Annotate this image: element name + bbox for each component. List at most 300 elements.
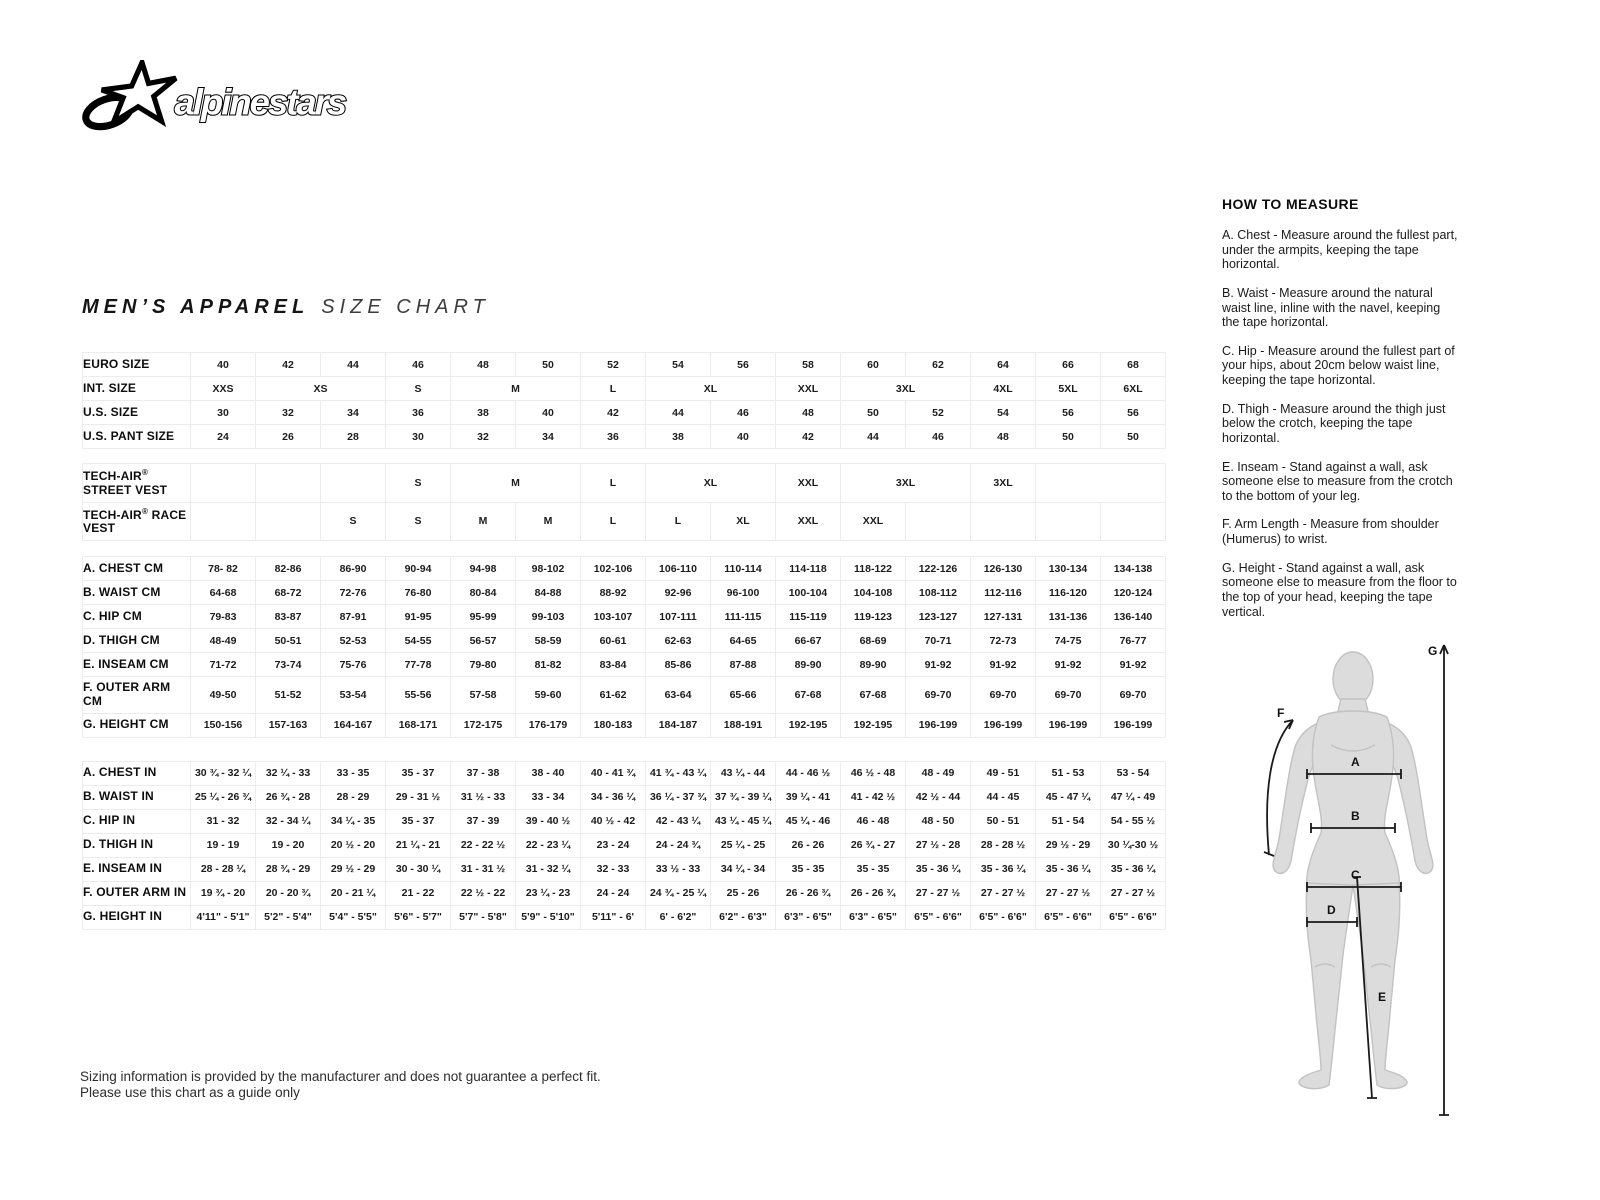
size-cell: 27 - 27 ½: [971, 881, 1036, 905]
size-cell: 49 - 51: [971, 761, 1036, 785]
empty-cell: [321, 464, 386, 503]
row-label: A. CHEST IN: [83, 761, 191, 785]
size-cell: 127-131: [971, 605, 1036, 629]
registered-mark: ®: [141, 468, 149, 477]
row-e-inseam-cm: [83, 653, 1166, 677]
size-cell: 34 ¼ - 34: [711, 857, 776, 881]
size-cell: 90-94: [386, 557, 451, 581]
size-cell: 25 - 26: [711, 881, 776, 905]
size-cell: 66-67: [776, 629, 841, 653]
size-cell: 30: [386, 425, 451, 449]
size-cell: 58-59: [516, 629, 581, 653]
size-cell: 32 - 33: [581, 857, 646, 881]
empty-cell: [906, 502, 971, 541]
size-cell: 52: [906, 401, 971, 425]
size-cell: 26 - 26 ¾: [776, 881, 841, 905]
size-cell: 119-123: [841, 605, 906, 629]
size-cell: 112-116: [971, 581, 1036, 605]
size-cell: 104-108: [841, 581, 906, 605]
measure-instruction: D. Thigh - Measure around the thigh just below the crotch, keeping the tape horizontal.: [1222, 401, 1446, 445]
measure-instruction: G. Height - Stand against a wall, ask someone else to measure from the floor to the top of your head, keeping the tape vertical.: [1222, 560, 1457, 619]
size-cell: 6'3" - 6'5": [841, 905, 906, 929]
how-to-measure-section: [1222, 196, 1458, 633]
size-tables: [82, 352, 1168, 930]
row-label: U.S. PANT SIZE: [83, 425, 191, 449]
size-cell: 28: [321, 425, 386, 449]
row-label: EURO SIZE: [83, 353, 191, 377]
size-cell: 19 - 19: [191, 833, 256, 857]
size-cell: 108-112: [906, 581, 971, 605]
size-cell: 96-100: [711, 581, 776, 605]
size-cell: 54 - 55 ½: [1101, 809, 1166, 833]
size-cell: 74-75: [1036, 629, 1101, 653]
size-cell: XXL: [776, 502, 841, 541]
size-cell: 55-56: [386, 677, 451, 714]
size-cell: 43 ¼ - 44: [711, 761, 776, 785]
size-cell: 64-65: [711, 629, 776, 653]
size-cell: 40: [711, 425, 776, 449]
size-cell: 67-68: [776, 677, 841, 714]
size-cell: 47 ¼ - 49: [1101, 785, 1166, 809]
size-cell: 46: [906, 425, 971, 449]
row-b-waist-in: [83, 785, 1166, 809]
size-cell: 48-49: [191, 629, 256, 653]
size-cell: S: [321, 502, 386, 541]
size-cell: 98-102: [516, 557, 581, 581]
label-inseam: E: [1378, 990, 1387, 1004]
row-label: F. OUTER ARM IN: [83, 881, 191, 905]
size-cell: 26: [256, 425, 321, 449]
size-table-techair: [82, 463, 1166, 541]
measure-instruction: E. Inseam - Stand against a wall, ask someone else to measure from the crotch to the bottom of your leg.: [1222, 459, 1453, 503]
size-cell: 40 - 41 ¾: [581, 761, 646, 785]
size-cell: 38 - 40: [516, 761, 581, 785]
row-a-chest-in: [83, 761, 1166, 785]
size-cell: 134-138: [1101, 557, 1166, 581]
size-cell: 79-80: [451, 653, 516, 677]
alpinestars-logo: [82, 60, 362, 150]
size-cell: 176-179: [516, 713, 581, 737]
size-cell: 27 - 27 ½: [906, 881, 971, 905]
size-cell: 5'4" - 5'5": [321, 905, 386, 929]
size-cell: 106-110: [646, 557, 711, 581]
size-cell: 19 - 20: [256, 833, 321, 857]
size-cell: 3XL: [971, 464, 1036, 503]
size-cell: 157-163: [256, 713, 321, 737]
size-cell: 78- 82: [191, 557, 256, 581]
empty-cell: [1101, 502, 1166, 541]
size-cell: 81-82: [516, 653, 581, 677]
size-cell: 37 - 39: [451, 809, 516, 833]
size-cell: 70-71: [906, 629, 971, 653]
size-cell: 27 - 27 ½: [1101, 881, 1166, 905]
size-cell: L: [581, 377, 646, 401]
size-cell: 42 ½ - 44: [906, 785, 971, 809]
size-cell: 5'11" - 6': [581, 905, 646, 929]
how-to-measure-list: [1222, 228, 1458, 619]
size-cell: 120-124: [1101, 581, 1166, 605]
row-label: G. HEIGHT IN: [83, 905, 191, 929]
size-cell: 122-126: [906, 557, 971, 581]
size-cell: 30: [191, 401, 256, 425]
size-cell: 50-51: [256, 629, 321, 653]
size-cell: 46: [711, 401, 776, 425]
size-cell: 53-54: [321, 677, 386, 714]
row-label: E. INSEAM CM: [83, 653, 191, 677]
size-cell: 68: [1101, 353, 1166, 377]
size-cell: XXL: [841, 502, 906, 541]
size-cell: 30 - 30 ¼: [386, 857, 451, 881]
size-cell: 40: [516, 401, 581, 425]
size-cell: 22 - 22 ½: [451, 833, 516, 857]
row-b-waist-cm: [83, 581, 1166, 605]
size-cell: 52-53: [321, 629, 386, 653]
empty-cell: [191, 502, 256, 541]
size-cell: 36: [581, 425, 646, 449]
size-cell: 69-70: [971, 677, 1036, 714]
size-cell: 5XL: [1036, 377, 1101, 401]
size-cell: 28 ¾ - 29: [256, 857, 321, 881]
size-cell: 46 ½ - 48: [841, 761, 906, 785]
size-cell: 54: [971, 401, 1036, 425]
size-cell: 41 ¾ - 43 ¼: [646, 761, 711, 785]
size-cell: 68-69: [841, 629, 906, 653]
size-cell: 35 - 37: [386, 761, 451, 785]
size-cell: 136-140: [1101, 605, 1166, 629]
size-cell: 180-183: [581, 713, 646, 737]
size-cell: 126-130: [971, 557, 1036, 581]
size-cell: 38: [451, 401, 516, 425]
size-cell: 73-74: [256, 653, 321, 677]
size-cell: 130-134: [1036, 557, 1101, 581]
how-to-measure-heading: HOW TO MEASURE: [1222, 196, 1359, 212]
size-cell: 6'5" - 6'6": [906, 905, 971, 929]
size-cell: 44: [321, 353, 386, 377]
size-cell: 60-61: [581, 629, 646, 653]
size-cell: 37 - 38: [451, 761, 516, 785]
size-cell: 188-191: [711, 713, 776, 737]
size-cell: 33 - 35: [321, 761, 386, 785]
row-g-height-in: [83, 905, 1166, 929]
size-cell: 44: [841, 425, 906, 449]
size-cell: 85-86: [646, 653, 711, 677]
size-cell: 89-90: [841, 653, 906, 677]
row-label: B. WAIST CM: [83, 581, 191, 605]
size-cell: 33 - 34: [516, 785, 581, 809]
size-cell: 71-72: [191, 653, 256, 677]
empty-cell: [1036, 464, 1166, 503]
size-cell: 36: [386, 401, 451, 425]
size-cell: 39 - 40 ½: [516, 809, 581, 833]
size-cell: 33 ½ - 33: [646, 857, 711, 881]
size-cell: 5'7" - 5'8": [451, 905, 516, 929]
size-cell: 30 ¼-30 ½: [1101, 833, 1166, 857]
label-hip: C: [1351, 868, 1360, 882]
size-cell: 35 - 36 ¼: [1101, 857, 1166, 881]
row-u-s-size: [83, 401, 1166, 425]
size-cell: 76-80: [386, 581, 451, 605]
label-height: G: [1428, 644, 1438, 658]
size-cell: 48: [776, 401, 841, 425]
size-cell: 35 - 35: [776, 857, 841, 881]
label-thigh: D: [1327, 903, 1336, 917]
row-label: A. CHEST CM: [83, 557, 191, 581]
size-cell: XL: [646, 464, 776, 503]
size-cell: 29 ½ - 29: [1036, 833, 1101, 857]
row-f-outer-arm-cm: [83, 677, 1166, 714]
size-table-in: [82, 761, 1166, 930]
label-arm: F: [1277, 706, 1285, 720]
size-cell: 60: [841, 353, 906, 377]
size-cell: 53 - 54: [1101, 761, 1166, 785]
size-cell: L: [581, 464, 646, 503]
size-cell: 37 ¾ - 39 ¼: [711, 785, 776, 809]
size-cell: 44 - 46 ½: [776, 761, 841, 785]
alpinestars-wordmark: alpinestars: [174, 81, 346, 123]
size-table-sizes: [82, 352, 1166, 449]
size-cell: 5'6" - 5'7": [386, 905, 451, 929]
size-cell: 19 ¾ - 20: [191, 881, 256, 905]
size-cell: 111-115: [711, 605, 776, 629]
size-cell: 32: [451, 425, 516, 449]
size-cell: 99-103: [516, 605, 581, 629]
size-cell: 76-77: [1101, 629, 1166, 653]
size-cell: 82-86: [256, 557, 321, 581]
size-cell: 52: [581, 353, 646, 377]
size-cell: 64: [971, 353, 1036, 377]
size-cell: 196-199: [1101, 713, 1166, 737]
size-cell: XL: [646, 377, 776, 401]
size-cell: 87-91: [321, 605, 386, 629]
size-cell: 48 - 50: [906, 809, 971, 833]
size-cell: 3XL: [841, 377, 971, 401]
row-label: D. THIGH IN: [83, 833, 191, 857]
row-e-inseam-in: [83, 857, 1166, 881]
size-cell: 34: [516, 425, 581, 449]
size-cell: 83-87: [256, 605, 321, 629]
size-cell: 57-58: [451, 677, 516, 714]
row-label: TECH-AIR® STREET VEST: [83, 464, 191, 503]
size-cell: 42: [581, 401, 646, 425]
size-cell: 91-92: [1036, 653, 1101, 677]
size-cell: 69-70: [1101, 677, 1166, 714]
size-cell: 20 - 21 ¼: [321, 881, 386, 905]
size-cell: 62-63: [646, 629, 711, 653]
size-cell: 23 ¼ - 23: [516, 881, 581, 905]
size-cell: 6'3" - 6'5": [776, 905, 841, 929]
size-cell: 42: [256, 353, 321, 377]
size-cell: 22 ½ - 22: [451, 881, 516, 905]
size-cell: 6XL: [1101, 377, 1166, 401]
size-cell: XL: [711, 502, 776, 541]
size-cell: 51 - 54: [1036, 809, 1101, 833]
size-cell: 83-84: [581, 653, 646, 677]
size-cell: 42: [776, 425, 841, 449]
body-diagram: [1235, 615, 1475, 1160]
size-cell: 6' - 6'2": [646, 905, 711, 929]
size-cell: 27 - 27 ½: [1036, 881, 1101, 905]
size-cell: 21 - 22: [386, 881, 451, 905]
size-cell: 123-127: [906, 605, 971, 629]
size-cell: 28 - 29: [321, 785, 386, 809]
size-cell: XXL: [776, 464, 841, 503]
row-tech-air-street-vest: [83, 464, 1166, 503]
row-tech-air-race-vest: [83, 502, 1166, 541]
size-cell: 20 ½ - 20: [321, 833, 386, 857]
size-cell: 48: [451, 353, 516, 377]
size-cell: 65-66: [711, 677, 776, 714]
size-cell: 59-60: [516, 677, 581, 714]
size-cell: 94-98: [451, 557, 516, 581]
registered-mark: ®: [141, 506, 149, 516]
size-cell: 56-57: [451, 629, 516, 653]
row-u-s-pant-size: [83, 425, 1166, 449]
size-cell: L: [581, 502, 646, 541]
size-cell: 77-78: [386, 653, 451, 677]
row-a-chest-cm: [83, 557, 1166, 581]
size-cell: 25 ¼ - 25: [711, 833, 776, 857]
size-cell: 107-111: [646, 605, 711, 629]
row-d-thigh-in: [83, 833, 1166, 857]
size-cell: 38: [646, 425, 711, 449]
size-cell: 103-107: [581, 605, 646, 629]
row-label: TECH-AIR® RACE VEST: [83, 502, 191, 541]
size-cell: 56: [1101, 401, 1166, 425]
size-cell: 31 - 32 ¼: [516, 857, 581, 881]
measure-instruction: F. Arm Length - Measure from shoulder (Humerus) to wrist.: [1222, 517, 1439, 546]
size-cell: M: [451, 502, 516, 541]
size-cell: XXS: [191, 377, 256, 401]
size-cell: 196-199: [1036, 713, 1101, 737]
size-cell: 115-119: [776, 605, 841, 629]
size-cell: 4XL: [971, 377, 1036, 401]
size-cell: 31 ½ - 33: [451, 785, 516, 809]
row-euro-size: [83, 353, 1166, 377]
size-cell: 192-195: [776, 713, 841, 737]
empty-cell: [256, 464, 321, 503]
size-cell: 92-96: [646, 581, 711, 605]
size-cell: 46: [386, 353, 451, 377]
size-cell: 31 - 31 ½: [451, 857, 516, 881]
row-label: INT. SIZE: [83, 377, 191, 401]
size-cell: 45 - 47 ¼: [1036, 785, 1101, 809]
size-cell: 43 ¼ - 45 ¼: [711, 809, 776, 833]
size-cell: 62: [906, 353, 971, 377]
row-label: C. HIP CM: [83, 605, 191, 629]
row-c-hip-cm: [83, 605, 1166, 629]
size-cell: 110-114: [711, 557, 776, 581]
size-cell: 32 ¼ - 33: [256, 761, 321, 785]
size-cell: 192-195: [841, 713, 906, 737]
size-cell: 20 - 20 ¾: [256, 881, 321, 905]
size-cell: 51-52: [256, 677, 321, 714]
size-cell: 72-73: [971, 629, 1036, 653]
page-title: [82, 296, 490, 319]
row-c-hip-in: [83, 809, 1166, 833]
size-cell: 114-118: [776, 557, 841, 581]
size-cell: 6'5" - 6'6": [1036, 905, 1101, 929]
size-cell: 32 - 34 ¼: [256, 809, 321, 833]
size-cell: 75-76: [321, 653, 386, 677]
size-cell: 91-92: [1101, 653, 1166, 677]
size-cell: 39 ¼ - 41: [776, 785, 841, 809]
size-cell: 172-175: [451, 713, 516, 737]
size-cell: 26 ¾ - 27: [841, 833, 906, 857]
row-label: D. THIGH CM: [83, 629, 191, 653]
size-cell: 6'5" - 6'6": [971, 905, 1036, 929]
size-cell: 49-50: [191, 677, 256, 714]
measure-instruction: C. Hip - Measure around the fullest part of your hips, about 20cm below waist line, keeping the tape horizontal.: [1222, 343, 1455, 387]
row-g-height-cm: [83, 713, 1166, 737]
size-cell: 28 - 28 ½: [971, 833, 1036, 857]
size-cell: 44: [646, 401, 711, 425]
footer-disclaimer: [80, 1069, 601, 1102]
size-cell: 5'9" - 5'10": [516, 905, 581, 929]
size-cell: 100-104: [776, 581, 841, 605]
empty-cell: [191, 464, 256, 503]
body-diagram-svg: [1235, 615, 1475, 1160]
size-cell: 95-99: [451, 605, 516, 629]
size-cell: 54-55: [386, 629, 451, 653]
size-cell: 150-156: [191, 713, 256, 737]
row-label: E. INSEAM IN: [83, 857, 191, 881]
size-cell: 30 ¾ - 32 ¼: [191, 761, 256, 785]
measure-instruction: A. Chest - Measure around the fullest part, under the armpits, keeping the tape horizontal.: [1222, 228, 1458, 272]
measure-instruction: B. Waist - Measure around the natural waist line, inline with the navel, keeping the tape horizontal.: [1222, 285, 1441, 330]
size-cell: 50: [516, 353, 581, 377]
size-cell: 69-70: [1036, 677, 1101, 714]
size-cell: 164-167: [321, 713, 386, 737]
size-cell: 40 ½ - 42: [581, 809, 646, 833]
size-cell: 28 - 28 ¼: [191, 857, 256, 881]
size-cell: 196-199: [971, 713, 1036, 737]
size-cell: 48 - 49: [906, 761, 971, 785]
row-d-thigh-cm: [83, 629, 1166, 653]
size-cell: 72-76: [321, 581, 386, 605]
size-cell: 50: [1101, 425, 1166, 449]
size-cell: 6'5" - 6'6": [1101, 905, 1166, 929]
size-cell: 22 - 23 ¼: [516, 833, 581, 857]
row-label: C. HIP IN: [83, 809, 191, 833]
size-cell: 116-120: [1036, 581, 1101, 605]
size-cell: 5'2" - 5'4": [256, 905, 321, 929]
size-cell: 34: [321, 401, 386, 425]
size-cell: 34 ¼ - 35: [321, 809, 386, 833]
size-cell: 168-171: [386, 713, 451, 737]
size-cell: L: [646, 502, 711, 541]
size-cell: 24 ¾ - 25 ¼: [646, 881, 711, 905]
size-cell: 64-68: [191, 581, 256, 605]
size-cell: 184-187: [646, 713, 711, 737]
size-cell: 91-92: [971, 653, 1036, 677]
size-cell: 46 - 48: [841, 809, 906, 833]
size-cell: S: [386, 377, 451, 401]
size-cell: 34 - 36 ¼: [581, 785, 646, 809]
size-cell: 118-122: [841, 557, 906, 581]
size-cell: 63-64: [646, 677, 711, 714]
size-cell: 89-90: [776, 653, 841, 677]
size-cell: 24 - 24: [581, 881, 646, 905]
size-cell: 91-92: [906, 653, 971, 677]
alpinestars-star-icon: [82, 63, 176, 133]
size-cell: 27 ½ - 28: [906, 833, 971, 857]
size-cell: 3XL: [841, 464, 971, 503]
size-cell: 35 - 36 ¼: [1036, 857, 1101, 881]
size-cell: 36 ¼ - 37 ¾: [646, 785, 711, 809]
row-label: U.S. SIZE: [83, 401, 191, 425]
size-cell: 91-95: [386, 605, 451, 629]
size-cell: 50: [1036, 425, 1101, 449]
